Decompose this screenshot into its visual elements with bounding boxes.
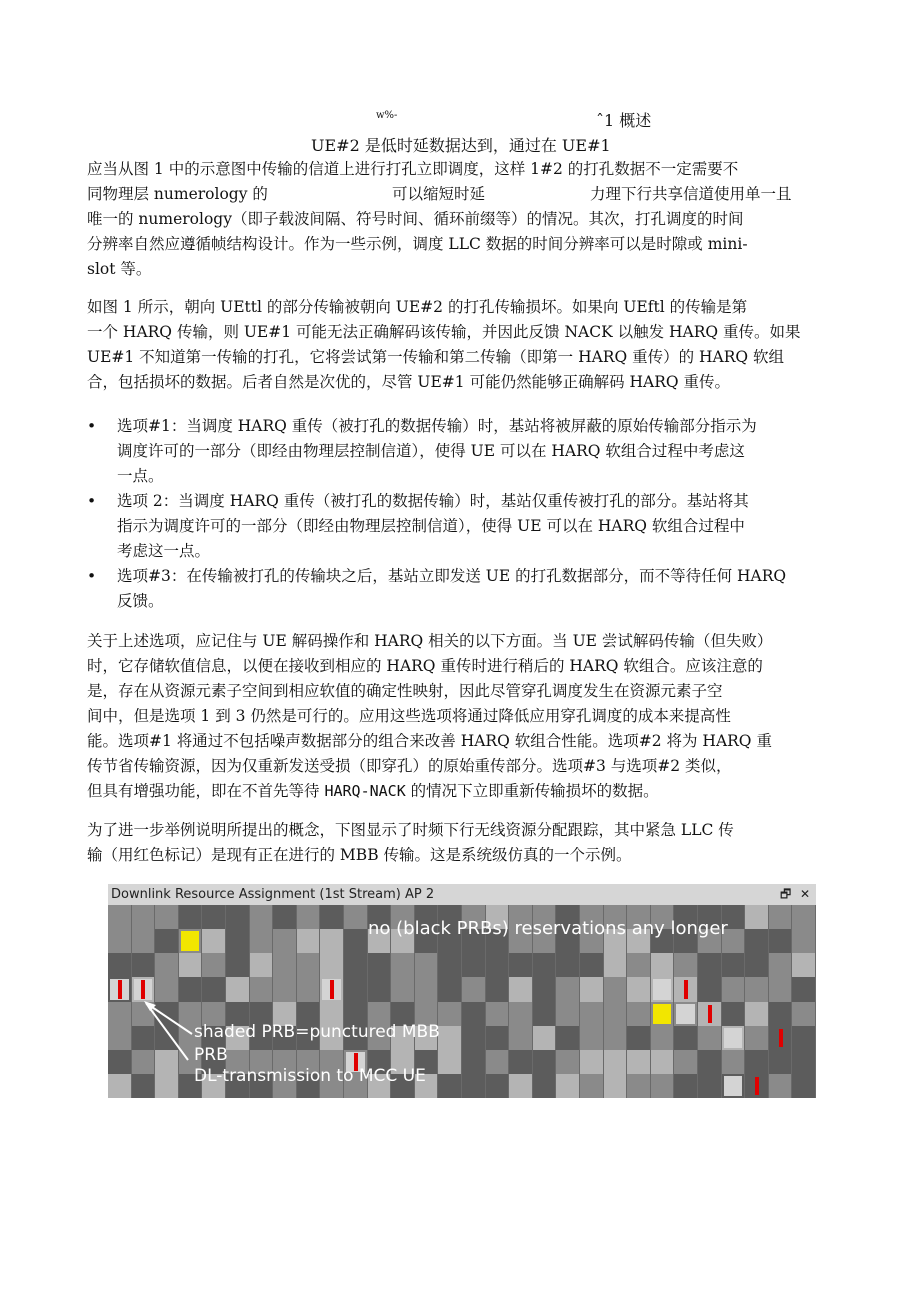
line-segment: 可以缩短时延 xyxy=(392,185,486,203)
arrow-line-2 xyxy=(146,1003,188,1060)
harq-nack-term: HARQ-NACK xyxy=(324,782,406,800)
header-small-mark: w%- xyxy=(376,110,398,121)
bullet-icon: • xyxy=(87,567,97,585)
list-item-line: 一点。 xyxy=(117,467,164,485)
annotation-dl-transmission: DL-transmission to MCC UE xyxy=(194,1066,426,1086)
list-item-line: 指示为调度许可的一部分（即经由物理层控制信道），使得 UE 可以在 HARQ 软组合过程中 xyxy=(117,517,745,535)
list-item xyxy=(87,414,847,489)
line-segment: 但具有增强功能，即在不首先等待 xyxy=(87,782,320,800)
figure-title: Downlink Resource Assignment (1st Stream) AP 2 xyxy=(111,887,435,902)
annotation-prb: PRB xyxy=(194,1045,228,1065)
paragraph-line: 传节省传输资源，因为仅重新发送受损（即穿孔）的原始重传部分。选项#3 与选项#2 类似， xyxy=(87,757,732,775)
list-item-line: 考虑这一点。 xyxy=(117,542,211,560)
paragraph-line: slot 等。 xyxy=(87,260,152,278)
paragraph-line: 是，存在从资源元素子空间到相应软值的确定性映射，因此尽管穿孔调度发生在资源元素子空 xyxy=(87,682,723,700)
paragraph-line xyxy=(87,182,843,207)
bullet-icon: • xyxy=(87,492,97,510)
paragraph-line xyxy=(87,779,843,804)
list-item-line: 选项#1：当调度 HARQ 重传（被打孔的数据传输）时，基站将被屏蔽的原始传输部分指示为 xyxy=(117,417,757,435)
paragraph-2 xyxy=(87,295,843,395)
paragraph-line: 关于上述选项，应记住与 UE 解码操作和 HARQ 相关的以下方面。当 UE 尝试解码传输（但失败） xyxy=(87,632,773,650)
option-list xyxy=(87,414,847,614)
paragraph-line: 分辨率自然应遵循帧结构设计。作为一些示例，调度 LLC 数据的时间分辨率可以是时隙或 mini- xyxy=(87,235,748,253)
list-item-line: 调度许可的一部分（即经由物理层控制信道），使得 UE 可以在 HARQ 软组合过程中考虑这 xyxy=(117,442,745,460)
list-item xyxy=(87,489,847,564)
paragraph-line: 能。选项#1 将通过不包括噪声数据部分的组合来改善 HARQ 软组合性能。选项#2 将为 HARQ 重 xyxy=(87,732,772,750)
paragraph-line: 为了进一步举例说明所提出的概念，下图显示了时频下行无线资源分配跟踪，其中紧急 LLC 传 xyxy=(87,821,734,839)
subtitle-line: UE#2 是低时延数据达到，通过在 UE#1 xyxy=(311,136,611,155)
line-segment: 同物理层 numerology 的 xyxy=(87,185,268,203)
paragraph-line: 合，包括损坏的数据。后者自然是次优的，尽管 UE#1 可能仍然能够正确解码 HARQ 重传。 xyxy=(87,373,731,391)
paragraph-line: UE#1 不知道第一传输的打孔，它将尝试第一传输和第二传输（即第一 HARQ 重传）的 HARQ 软组 xyxy=(87,348,785,366)
paragraph-line: 如图 1 所示，朝向 UEttl 的部分传输被朝向 UE#2 的打孔传输损坏。如果向 UEftl 的传输是第 xyxy=(87,298,748,316)
list-item-line: 选项#3：在传输被打孔的传输块之后，基站立即发送 UE 的打孔数据部分，而不等待任何 HARQ xyxy=(117,567,787,585)
restore-window-icon[interactable]: 🗗 xyxy=(780,887,792,901)
paragraph-3 xyxy=(87,629,843,804)
paragraph-line: 输（用红色标记）是现有正在进行的 MBB 传输。这是系统级仿真的一个示例。 xyxy=(87,846,632,864)
list-item xyxy=(87,564,847,614)
annotation-shaded-prb: shaded PRB=punctured MBB xyxy=(194,1022,440,1042)
paragraph-line: 应当从图 1 中的示意图中传输的信道上进行打孔立即调度，这样 1#2 的打孔数据不一定需要不 xyxy=(87,160,739,178)
annotation-reservations: no (black PRBs) reservations any longer xyxy=(368,918,728,939)
paragraph-line: 间中，但是选项 1 到 3 仍然是可行的。应用这些选项将通过降低应用穿孔调度的成本来提高性 xyxy=(87,707,731,725)
paragraph-4 xyxy=(87,818,843,868)
paragraph-line: 一个 HARQ 传输，则 UE#1 可能无法正确解码该传输，并因此反馈 NACK 以触发 HARQ 重传。如果 xyxy=(87,323,801,341)
list-item-line: 反馈。 xyxy=(117,592,164,610)
paragraph-1 xyxy=(87,157,843,282)
line-segment: 的情况下立即重新传输损坏的数据。 xyxy=(410,782,659,800)
paragraph-line: 唯一的 numerology（即子载波间隔、符号时间、循环前缀等）的情况。其次，打孔调度的时间 xyxy=(87,210,744,228)
close-window-icon[interactable]: ✕ xyxy=(800,887,811,901)
section-heading: ˆ1 概述 xyxy=(596,111,652,130)
list-item-line: 选项 2：当调度 HARQ 重传（被打孔的数据传输）时，基站仅重传被打孔的部分。基站将其 xyxy=(117,492,749,510)
paragraph-line: 时，它存储软值信息，以便在接收到相应的 HARQ 重传时进行稍后的 HARQ 软组合。应该注意的 xyxy=(87,657,763,675)
line-segment: 力理下行共享信道使用单一且 xyxy=(590,185,792,203)
resource-assignment-figure xyxy=(108,884,816,1098)
bullet-icon: • xyxy=(87,417,97,435)
